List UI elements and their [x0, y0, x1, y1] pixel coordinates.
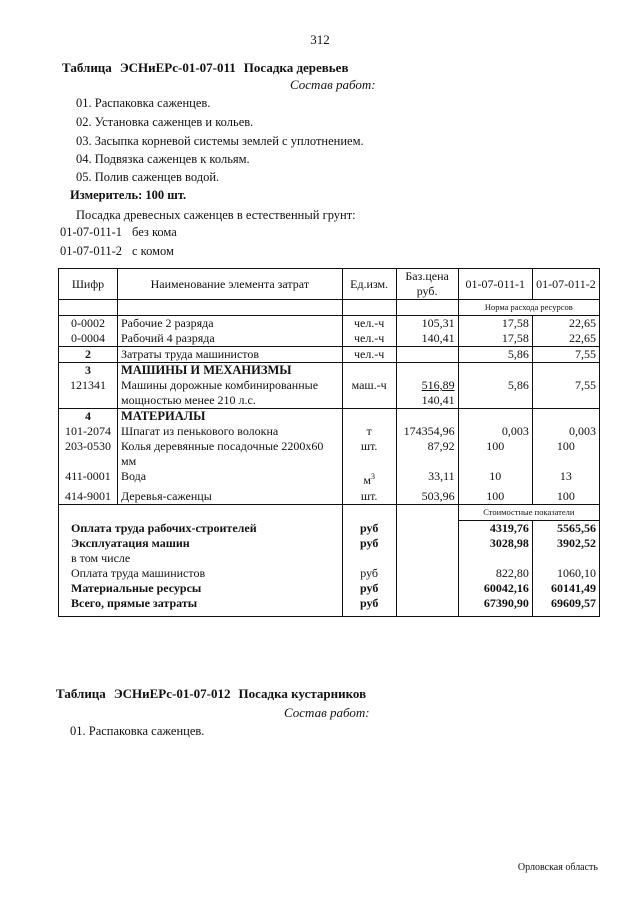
table2-title: [56, 686, 366, 702]
table1-title: [62, 60, 348, 76]
work-item: 02. Установка саженцев и кольев.: [76, 115, 254, 129]
cost-label: Стоимостные показатели: [458, 505, 599, 521]
work-item: 03. Засыпка корневой системы землей с уплотнением.: [76, 134, 364, 148]
unit-cell: $м^3$: [342, 469, 396, 489]
norma-label: Норма расхода ресурсов: [458, 300, 599, 316]
summary-row: Оплата труда машинистов руб 822,80 1060,10: [59, 566, 600, 581]
table-row: 101-2074 Шпагат из пенькового волокна т 174354,96 0,003 0,003: [59, 424, 600, 439]
measure-unit: Измеритель: 100 шт.: [70, 188, 187, 202]
section-row: 3 МАШИНЫ И МЕХАНИЗМЫ: [59, 363, 600, 379]
table1-sostav-label: Состав работ:: [290, 77, 376, 92]
page-number: 312: [310, 32, 330, 47]
table2-title-prefix: Таблица: [56, 686, 106, 701]
summary-row: Эксплуатация машин руб 3028,98 3902,52: [59, 536, 600, 551]
header-col2: 01-07-011-2: [532, 269, 599, 300]
resource-table: [58, 268, 600, 617]
header-shifr: Шифр: [59, 269, 118, 300]
table-row: 0-0002 Рабочие 2 разряда чел.-ч 105,31 17,58 22,65: [59, 316, 600, 332]
summary-row: Оплата труда рабочих-строителей руб 4319,76 5565,56: [59, 521, 600, 537]
price-cell: 516,89 140,41: [396, 378, 458, 409]
table1-title-code: ЭСНиЕРс-01-07-011: [119, 60, 236, 75]
table-row: 414-9001 Деревья-саженцы шт. 503,96 100 100: [59, 489, 600, 505]
summary-row: Материальные ресурсы руб 60042,16 60141,49: [59, 581, 600, 596]
table2-sostav-label: Состав работ:: [284, 705, 370, 720]
work-item: 01. Распаковка саженцев.: [76, 96, 211, 110]
header-name: Наименование элемента затрат: [117, 269, 342, 300]
table-row: 2 Затраты труда машинистов чел.-ч 5,86 7,55: [59, 347, 600, 363]
table-row: 203-0530 Колья деревянные посадочные 2200х60 мм шт. 87,92 100 100: [59, 439, 600, 469]
work-item: 04. Подвязка саженцев к кольям.: [76, 152, 250, 166]
summary-row: Всего, прямые затраты руб 67390,90 69609,57: [59, 596, 600, 616]
variant-list: [60, 225, 177, 263]
cost-label-row: [59, 505, 600, 521]
table2-title-name: Посадка кустарников: [238, 686, 367, 701]
table1-title-name: Посадка деревьев: [243, 60, 349, 75]
table2-title-code: ЭСНиЕРс-01-07-012: [113, 686, 231, 701]
norma-label-row: [59, 300, 600, 316]
variant-item: 01-07-011-2 с комом: [60, 244, 174, 258]
table-row: 411-0001 Вода $м^3$ 33,11 10 13: [59, 469, 600, 489]
work-item: 01. Распаковка саженцев.: [70, 724, 205, 738]
table-header-row: [59, 269, 600, 300]
work-description: Посадка древесных саженцев в естественный грунт:: [76, 208, 356, 222]
header-price: Баз.цена руб.: [396, 269, 458, 300]
summary-row: в том числе: [59, 551, 600, 566]
header-col1: 01-07-011-1: [458, 269, 532, 300]
table-row: 0-0004 Рабочий 4 разряда чел.-ч 140,41 17,58 22,65: [59, 331, 600, 347]
table-row: 121341 Машины дорожные комбинированные мощностью менее 210 л.с. маш.-ч 516,89 140,41 5,86 7,55: [59, 378, 600, 409]
work-item: 05. Полив саженцев водой.: [76, 170, 220, 184]
section-row: 4 МАТЕРИАЛЫ: [59, 409, 600, 425]
table1-title-prefix: Таблица: [62, 60, 112, 75]
variant-item: 01-07-011-1 без кома: [60, 225, 177, 239]
region-footer: Орловская область: [517, 862, 598, 873]
header-unit: Ед.изм.: [342, 269, 396, 300]
